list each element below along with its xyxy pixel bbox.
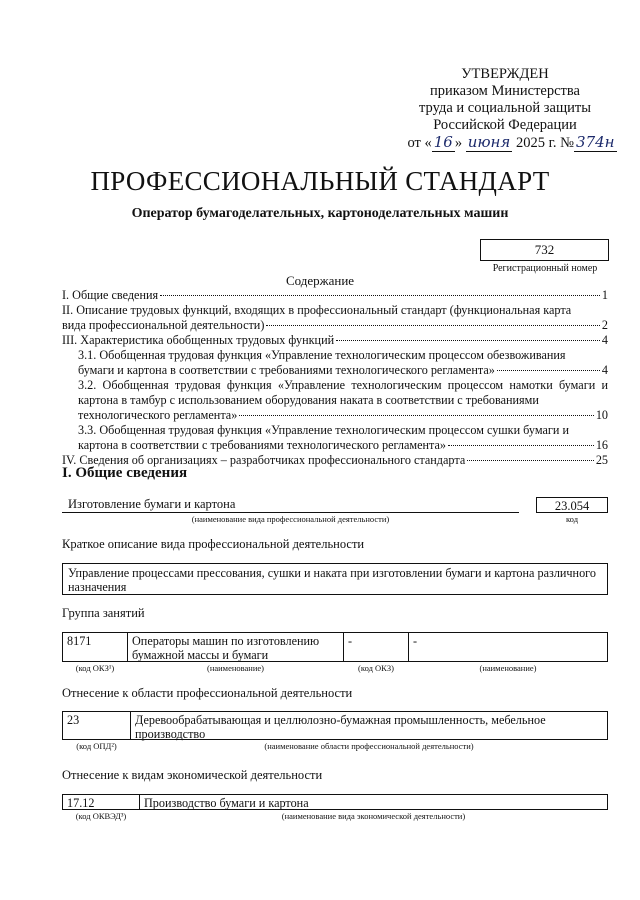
toc-item[interactable]: I. Общие сведения 1: [62, 288, 608, 302]
approval-line-3: труда и социальной защиты: [419, 100, 591, 116]
okved-code-cell: 17.12: [62, 794, 140, 810]
toc-item[interactable]: 3.1. Обобщенная трудовая функция «Управление технологическим процессом обезвоживания бумаги и картона в соответствии с требованиями технологического регламента» 4: [78, 348, 608, 377]
okz-code-cell-2: -: [343, 632, 409, 662]
brief-description-label: Краткое описание вида профессиональной деятельности: [62, 537, 365, 551]
opd-code-caption: (код ОПД²): [76, 741, 117, 751]
code-caption: код: [565, 514, 579, 524]
date-mid: »: [454, 135, 463, 151]
approval-block: [380, 66, 630, 152]
opd-name-caption: (наименование области профессиональной деятельности): [264, 741, 474, 751]
activity-caption: (наименование вида профессиональной деятельности): [191, 514, 390, 524]
toc-heading: Содержание: [285, 273, 355, 288]
toc-item[interactable]: 3.2. Обобщенная трудовая функция «Управление технологическим процессом намотки бумаги и картона в тамбур с использованием оборудования наката в соответствии с требованиями технологического регламента» 10: [78, 378, 608, 422]
okz-name-caption-2: (наименование): [479, 663, 537, 673]
toc-item[interactable]: III. Характеристика обобщенных трудовых функций 4: [62, 333, 608, 347]
okz-code-caption-2: (код ОКЗ): [358, 663, 394, 673]
okved-code-caption: (код ОКВЭД³): [75, 811, 127, 821]
registration-number: 732: [480, 239, 609, 261]
table-of-contents: [62, 288, 608, 468]
activity-name: Изготовление бумаги и картона: [62, 497, 519, 513]
approval-date-line: [380, 134, 630, 152]
toc-item[interactable]: II. Описание трудовых функций, входящих в профессиональный стандарт (функциональная карта вида профессиональной деятельности) 2: [62, 303, 608, 332]
okz-code-cell: 8171: [62, 632, 128, 662]
field-label: Отнесение к области профессиональной деятельности: [62, 686, 353, 700]
okved-name-cell: Производство бумаги и картона: [139, 794, 608, 810]
date-day: 16: [433, 133, 453, 151]
okz-code-caption: (код ОКЗ¹): [75, 663, 115, 673]
order-number: 374н: [576, 133, 615, 151]
document-subtitle: Оператор бумагоделательных, картоноделательных машин: [131, 206, 509, 221]
toc-item[interactable]: IV. Сведения об организациях – разработчиках профессионального стандарта 25: [62, 453, 608, 467]
okz-name-cell-2: -: [408, 632, 608, 662]
date-prefix: от «: [407, 135, 432, 151]
approval-line-4: Российской Федерации: [433, 117, 577, 133]
opd-name-cell: Деревообрабатывающая и целлюлозно-бумажная промышленность, мебельное производство: [130, 711, 608, 740]
registration-label: Регистрационный номер: [492, 263, 598, 274]
approval-line-2: приказом Министерства: [430, 83, 580, 99]
brief-description: Управление процессами прессования, сушки и наката при изготовлении бумаги и картона различного назначения: [62, 563, 608, 595]
occupation-groups-label: Группа занятий: [62, 606, 145, 620]
section-heading: I. Общие сведения: [62, 465, 188, 481]
opd-code-cell: 23: [62, 711, 131, 740]
okved-name-caption: (наименование вида экономической деятельности): [281, 811, 466, 821]
toc-item[interactable]: 3.3. Обобщенная трудовая функция «Управление технологическим процессом сушки бумаги и картона в соответствии с требованиями технологического регламента» 16: [78, 423, 608, 452]
document-title: ПРОФЕССИОНАЛЬНЫЙ СТАНДАРТ: [90, 166, 550, 196]
okz-name-caption: (наименование): [206, 663, 265, 673]
okz-name-cell: Операторы машин по изготовлению бумажной массы и бумаги: [127, 632, 344, 662]
date-month: июня: [467, 133, 511, 151]
approval-line-1: УТВЕРЖДЕН: [461, 66, 549, 82]
date-year: 2025 г. №: [516, 135, 575, 151]
econ-label: Отнесение к видам экономической деятельности: [62, 768, 323, 782]
activity-code: 23.054: [536, 497, 608, 513]
